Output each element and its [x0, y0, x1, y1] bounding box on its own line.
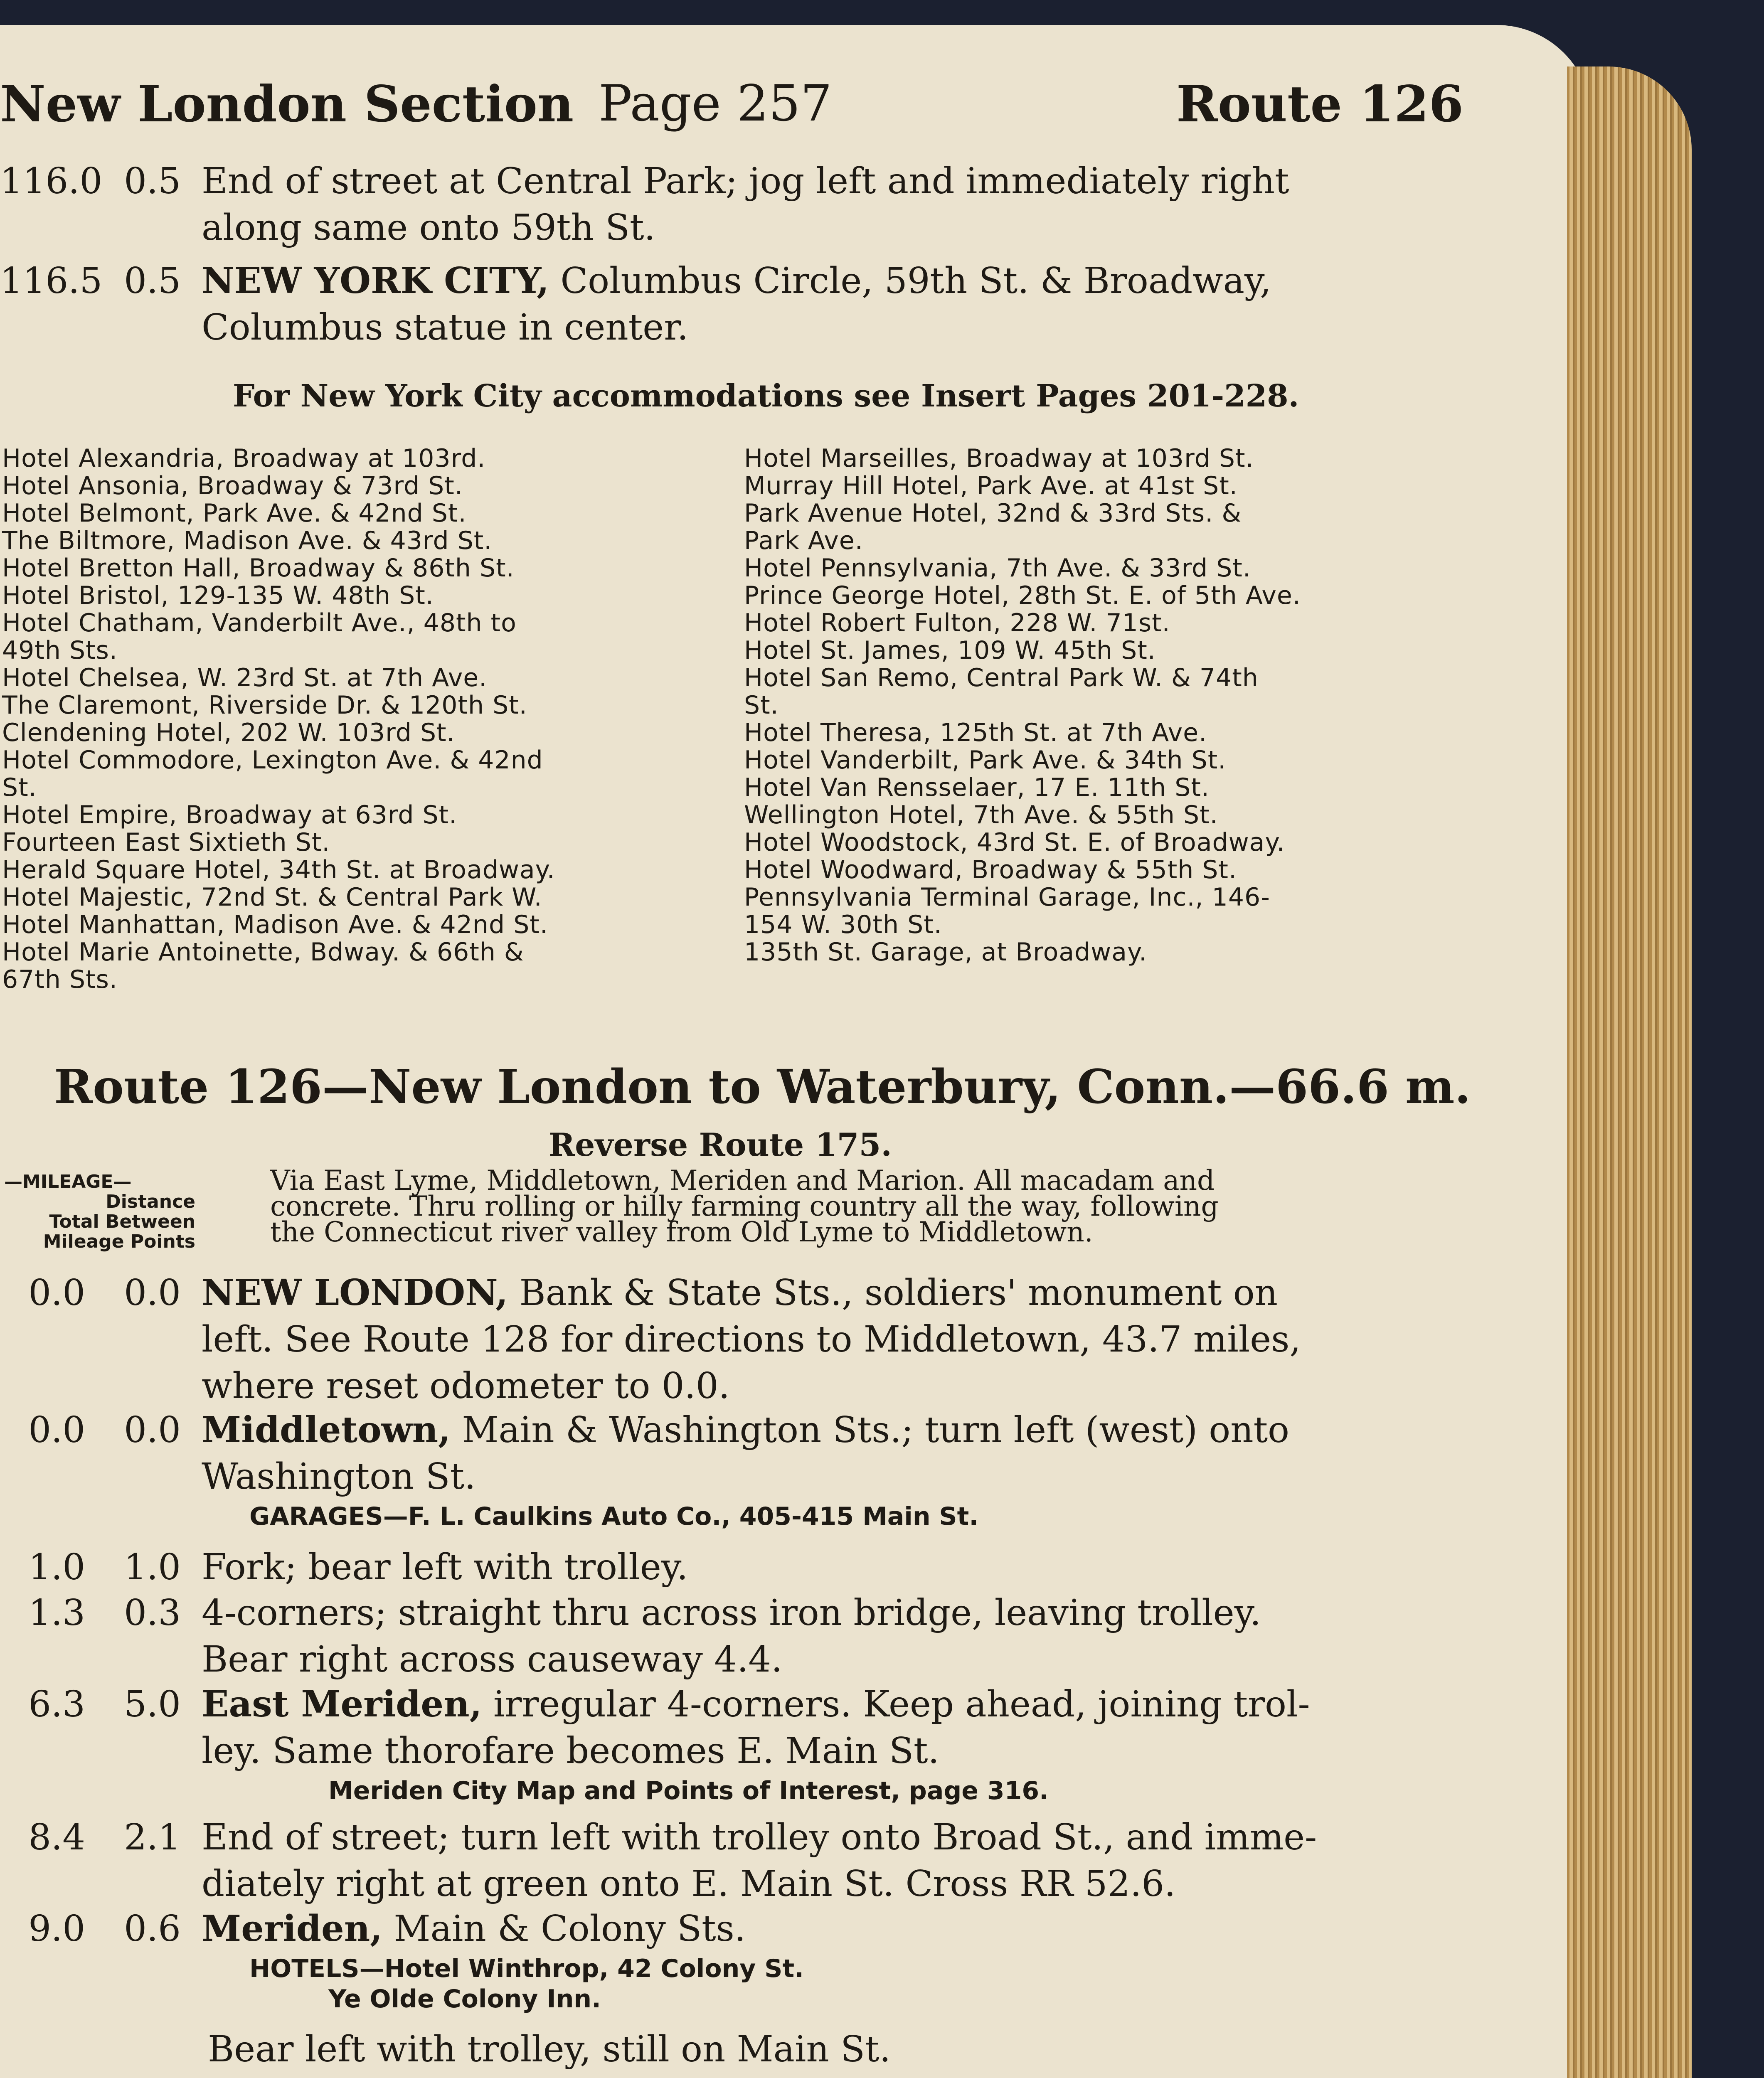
hotel-listing: Prince George Hotel, 28th St. E. of 5th Ave. [744, 581, 1301, 610]
direction-text: Fork; bear left with trolley. [202, 1546, 688, 1588]
direction-text: diately right at green onto E. Main St. Cross RR 52.6. [202, 1863, 1176, 1905]
direction-text: ley. Same thorofare becomes E. Main St. [202, 1730, 939, 1772]
hotel-listing: Hotel Theresa, 125th St. at 7th Ave. [744, 718, 1207, 747]
entry-note: HOTELS—Hotel Winthrop, 42 Colony St. [249, 1954, 804, 1983]
route-title: Route 126—New London to Waterbury, Conn.—66.6 m. [54, 1060, 1471, 1114]
place-name: East Meriden, [202, 1683, 482, 1725]
direction-text: Main & Washington Sts.; turn left (west) onto [451, 1409, 1289, 1451]
entry-line [202, 1316, 1301, 1363]
direction-text: 4-corners; straight thru across iron bridge, leaving trolley. [202, 1592, 1261, 1634]
reverse-route: Reverse Route 175. [549, 1126, 892, 1163]
entry-line [202, 1590, 1261, 1636]
hotel-listing: Hotel Van Rensselaer, 17 E. 11th St. [744, 773, 1210, 802]
hotel-listing: Hotel Alexandria, Broadway at 103rd. [2, 444, 486, 473]
hotel-listing: 49th Sts. [2, 636, 118, 665]
direction-text: Main & Colony Sts. [382, 1908, 746, 1950]
entry-line [202, 1906, 746, 1952]
mileage-between: 0.5 [124, 160, 181, 202]
mileage-total: 0.0 [28, 1272, 85, 1314]
entry-line [202, 1453, 476, 1500]
entry-line [202, 1681, 1310, 1728]
direction-text: Washington St. [202, 1456, 476, 1497]
mileage-between: 0.0 [124, 1272, 181, 1314]
direction-text: End of street; turn left with trolley onto Broad St., and imme- [202, 1817, 1317, 1858]
book-page [0, 25, 1592, 2078]
place-name: Meriden, [202, 1908, 383, 1950]
entry-line [202, 1544, 688, 1591]
hotel-listing: The Claremont, Riverside Dr. & 120th St. [2, 691, 527, 720]
hotel-listing: St. [744, 691, 779, 720]
hotel-listing: 135th St. Garage, at Broadway. [744, 938, 1148, 967]
hotel-listing: Park Ave. [744, 526, 863, 555]
hotel-listing: Hotel Manhattan, Madison Ave. & 42nd St. [2, 910, 548, 939]
mileage-between: 0.3 [124, 1592, 181, 1634]
mileage-between: 0.0 [124, 1409, 181, 1451]
direction-text: End of street at Central Park; jog left and immediately right [202, 160, 1289, 202]
entry-line [202, 304, 688, 351]
hotel-listing: Hotel Chatham, Vanderbilt Ave., 48th to [2, 608, 517, 638]
mileage-header [4, 1172, 195, 1252]
entry-line [202, 1861, 1175, 1907]
entry-line [202, 1814, 1317, 1861]
direction-text: Columbus Circle, 59th St. & Broadway, [549, 260, 1271, 302]
hotel-listing: Murray Hill Hotel, Park Ave. at 41st St. [744, 471, 1238, 500]
hotels-left-column [2, 445, 555, 993]
entry-line [202, 204, 655, 251]
entry-line [202, 158, 1289, 204]
hotel-listing: Fourteen East Sixtieth St. [2, 828, 330, 857]
hotel-listing: Hotel San Remo, Central Park W. & 74th [744, 663, 1259, 692]
route-number: Route 126 [1176, 75, 1464, 133]
hotel-listing: Hotel Commodore, Lexington Ave. & 42nd [2, 746, 543, 775]
hotel-listing: Herald Square Hotel, 34th St. at Broadway. [2, 855, 555, 884]
direction-text: Columbus statue in center. [202, 307, 689, 348]
mileage-total: 1.0 [28, 1546, 85, 1588]
hotel-listing: Hotel St. James, 109 W. 45th St. [744, 636, 1156, 665]
entry-note: GARAGES—F. L. Caulkins Auto Co., 405-415 Main St. [249, 1502, 979, 1531]
entry-line [202, 1728, 939, 1774]
hotel-listing: Hotel Bretton Hall, Broadway & 86th St. [2, 554, 515, 583]
mileage-header-line: Distance [106, 1191, 195, 1212]
section-title: New London Section [0, 75, 574, 133]
hotel-listing: Hotel Robert Fulton, 228 W. 71st. [744, 608, 1170, 638]
hotel-listing: Hotel Pennsylvania, 7th Ave. & 33rd St. [744, 554, 1251, 583]
place-name: Middletown, [202, 1409, 451, 1451]
mileage-header-line: —MILEAGE— [4, 1171, 132, 1192]
mileage-between: 0.5 [124, 260, 181, 302]
hotel-listing: Hotel Vanderbilt, Park Ave. & 34th St. [744, 746, 1227, 775]
entry-line [202, 258, 1271, 304]
mileage-between: 2.1 [124, 1817, 181, 1858]
entry-line [202, 1270, 1278, 1316]
mileage-total: 6.3 [28, 1684, 85, 1725]
hotel-listing: 154 W. 30th St. [744, 910, 942, 939]
hotel-listing: 67th Sts. [2, 965, 118, 994]
page-number: Page 257 [599, 75, 832, 133]
hotel-listing: St. [2, 773, 37, 802]
mileage-total: 9.0 [28, 1908, 85, 1950]
hotel-listing: Hotel Woodstock, 43rd St. E. of Broadway. [744, 828, 1285, 857]
via-line: the Connecticut river valley from Old Lyme to Middletown. [270, 1216, 1093, 1248]
hotel-listing: Hotel Chelsea, W. 23rd St. at 7th Ave. [2, 663, 488, 692]
hotel-listing: Pennsylvania Terminal Garage, Inc., 146- [744, 883, 1270, 912]
entry-note: Meriden City Map and Points of Interest, page 316. [328, 1776, 1049, 1805]
via-description [270, 1165, 1219, 1248]
mileage-total: 0.0 [28, 1409, 85, 1451]
place-name: NEW LONDON, [202, 1272, 508, 1314]
via-line: Via East Lyme, Middletown, Meriden and Marion. All macadam and [270, 1165, 1215, 1197]
mileage-total: 116.5 [0, 260, 103, 302]
hotel-listing: Clendening Hotel, 202 W. 103rd St. [2, 718, 455, 747]
mileage-between: 1.0 [124, 1546, 181, 1588]
place-name: NEW YORK CITY, [202, 260, 549, 302]
page-edges [1567, 66, 1692, 2078]
hotel-listing: Hotel Bristol, 129-135 W. 48th St. [2, 581, 434, 610]
direction-text: Bear right across causeway 4.4. [202, 1639, 783, 1680]
hotel-listing: Wellington Hotel, 7th Ave. & 55th St. [744, 800, 1218, 830]
mileage-total: 8.4 [28, 1817, 85, 1858]
direction-text: Bank & State Sts., soldiers' monument on [508, 1272, 1278, 1314]
entry-line [202, 1363, 730, 1409]
nyc-accommodations-note: For New York City accommodations see Insert Pages 201-228. [233, 378, 1299, 414]
hotel-listing: Hotel Empire, Broadway at 63rd St. [2, 800, 458, 830]
direction-text: irregular 4-corners. Keep ahead, joining trol- [482, 1684, 1310, 1725]
hotel-listing: Hotel Woodward, Broadway & 55th St. [744, 855, 1237, 884]
mileage-total: 116.0 [0, 160, 103, 202]
entry-note: Ye Olde Colony Inn. [328, 1984, 601, 2014]
mileage-header-line: Total Between [49, 1211, 195, 1232]
hotels-right-column [744, 445, 1301, 966]
hotel-listing: Hotel Ansonia, Broadway & 73rd St. [2, 471, 463, 500]
mileage-total: 1.3 [28, 1592, 85, 1634]
entry-line [202, 1407, 1289, 1453]
direction-text: where reset odometer to 0.0. [202, 1365, 730, 1407]
mileage-between: 5.0 [124, 1684, 181, 1725]
hotel-listing: Hotel Majestic, 72nd St. & Central Park W. [2, 883, 542, 912]
direction-text: left. See Route 128 for directions to Middletown, 43.7 miles, [202, 1319, 1301, 1360]
hotel-listing: Hotel Marseilles, Broadway at 103rd St. [744, 444, 1254, 473]
hotel-listing: The Biltmore, Madison Ave. & 43rd St. [2, 526, 493, 555]
via-line: concrete. Thru rolling or hilly farming country all the way, following [270, 1190, 1219, 1222]
hotel-listing: Hotel Marie Antoinette, Bdway. & 66th & [2, 938, 524, 967]
direction-text: along same onto 59th St. [202, 207, 655, 249]
entry-line: Bear left with trolley, still on Main St. [208, 2029, 891, 2070]
hotel-listing: Park Avenue Hotel, 32nd & 33rd Sts. & [744, 499, 1242, 528]
entry-line [202, 1636, 782, 1683]
mileage-between: 0.6 [124, 1908, 181, 1950]
hotel-listing: Hotel Belmont, Park Ave. & 42nd St. [2, 499, 467, 528]
mileage-header-line: Mileage Points [43, 1231, 195, 1252]
